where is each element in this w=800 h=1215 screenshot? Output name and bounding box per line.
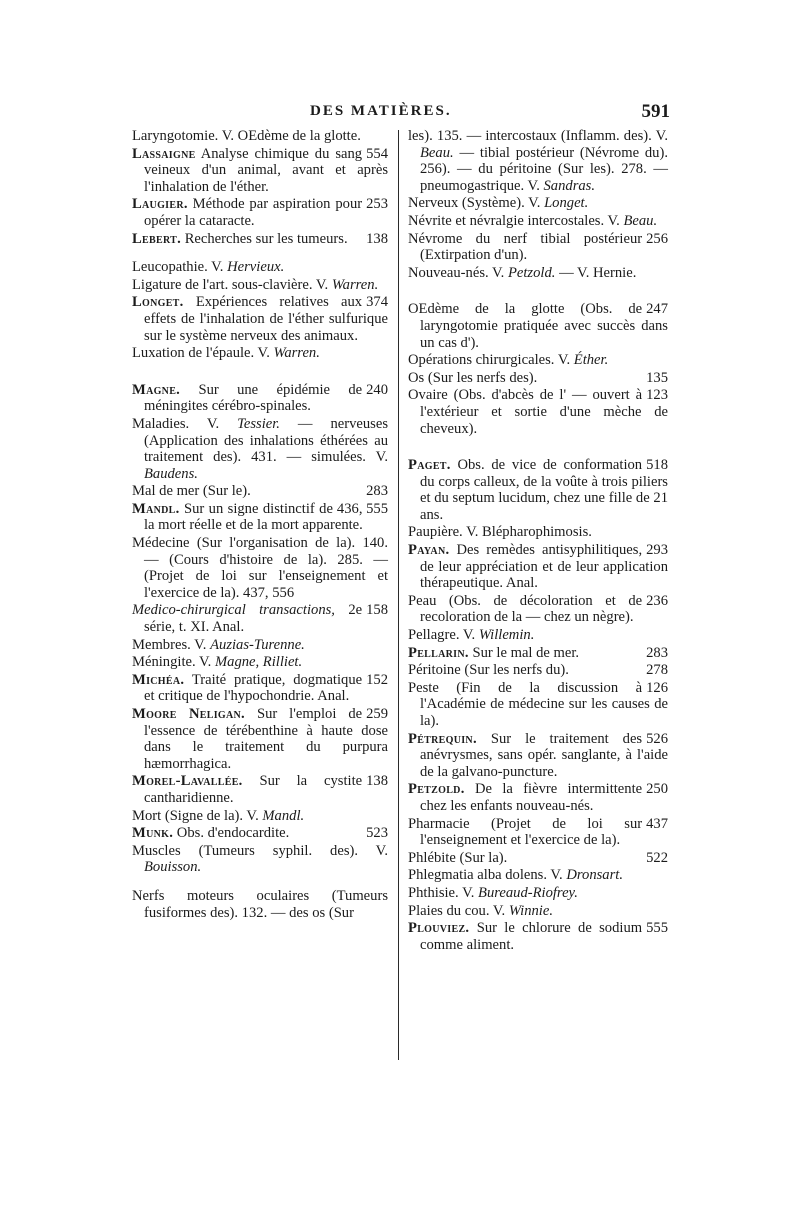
index-entry (408, 645, 668, 662)
page-reference: 437 (646, 815, 668, 832)
entry-text: — nerveuses (Application des inhalations éthérées au traitement des). 431. — simulées. V. (144, 415, 388, 466)
page-reference: 374 (366, 294, 388, 311)
entry-text: Péritoine (Sur les nerfs du). (408, 662, 569, 679)
index-entry (408, 867, 668, 884)
entry-text: Expériences relatives aux effets de l'inhalation de l'éther sulfurique sur le système nerveux des animaux. (144, 294, 388, 344)
page-reference: 436, 555 (336, 500, 388, 517)
page-reference: 135 (646, 369, 668, 386)
entry-text: Os (Sur les nerfs des). (408, 369, 538, 386)
index-entry (408, 524, 668, 541)
index-entry (408, 850, 668, 867)
entry-text: Plaies du cou. V. (408, 902, 509, 919)
entry-text: Membres. V. (132, 636, 211, 653)
cross-reference: Beau. (623, 212, 658, 229)
index-entry (132, 637, 388, 654)
index-entry (132, 825, 388, 842)
page-reference: 247 (646, 301, 668, 318)
index-entry (408, 231, 668, 264)
running-header (130, 103, 670, 127)
index-entry (132, 483, 388, 500)
entry-text: Leucopathie. V. (132, 259, 228, 276)
entry-text: Obs. de vice de conformation du corps calleux, de la voûte à trois piliers et du septum lucidum, chez une fille de 21 ans. (420, 457, 668, 523)
entry-text: Opérations chirurgicales. V. (408, 352, 574, 369)
index-entry (408, 903, 668, 920)
cross-reference: Baudens. (144, 465, 198, 482)
page-reference: 518 (646, 457, 668, 474)
page-reference: 152 (366, 671, 388, 688)
entry-author: Pellarin. (408, 644, 469, 661)
right-column (408, 128, 668, 954)
index-entry (132, 888, 388, 921)
cross-reference: Warren. (273, 345, 320, 362)
index-entry (408, 457, 668, 523)
entry-text: De la fièvre intermittente chez les enfants nouveau-nés. (420, 781, 643, 814)
cross-reference: Éther. (573, 352, 609, 369)
entry-author: Magne. (132, 381, 181, 398)
cross-reference: Hervieux. (227, 259, 285, 276)
index-entry (408, 627, 668, 644)
entry-text: Luxation de l'épaule. V. (132, 345, 274, 362)
index-entry (408, 265, 668, 282)
page-reference: 158 (366, 602, 388, 619)
entry-text: Nerfs moteurs oculaires (Tumeurs fusiformes des). 132. — des os (Sur (132, 887, 388, 921)
page-reference: 126 (646, 679, 668, 696)
entry-text: Pharmacie (Projet de loi sur l'enseignement et l'exercice de la). (408, 815, 643, 849)
page-number: 591 (641, 101, 670, 122)
page-reference: 259 (366, 706, 388, 722)
index-entry (408, 731, 668, 781)
index-entry (408, 920, 668, 953)
page-reference: 526 (646, 730, 668, 747)
index-entry (132, 382, 388, 415)
cross-reference: Petzold. (507, 264, 556, 281)
cross-reference: Willemin. (478, 627, 535, 644)
index-entry (132, 654, 388, 671)
entry-author: Mandl. (132, 500, 180, 517)
page-reference: 283 (646, 644, 668, 661)
entry-text: Mal de mer (Sur le). (132, 483, 251, 500)
column-divider (398, 130, 399, 1060)
left-column (132, 128, 388, 922)
entry-text: Ovaire (Obs. d'abcès de l' — ouvert à l'extérieur et sortie d'une mèche de cheveux). (408, 387, 668, 437)
entry-text: Phthisie. V. (408, 884, 479, 901)
cross-reference: Beau. (420, 144, 454, 161)
entry-text: Médecine (Sur l'organisation de la). 140. — (Cours d'histoire de la). 285. — (Projet de loi sur l'enseignement et l'exercice de la). 437, 556 (132, 535, 388, 601)
entry-text: Sur le traitement des anévrysmes, sans opér. sanglante, à l'aide de la galvano-puncture. (420, 730, 668, 780)
index-entry (132, 416, 388, 482)
cross-reference: Longet. (544, 195, 589, 212)
entry-author: Michéa. (132, 671, 185, 688)
entry-text: Phlébite (Sur la). (408, 849, 508, 866)
entry-text: Névrome du nerf tibial postérieur (Extirpation d'un). (408, 230, 643, 264)
entry-text: Méningite. V. (132, 654, 215, 671)
index-entry (408, 195, 668, 212)
entry-author: Paget. (408, 457, 451, 474)
index-entry (408, 781, 668, 814)
entry-text: Paupière. V. Blépharophimosis. (408, 524, 592, 541)
entry-author: Longet. (132, 294, 184, 311)
index-entry (408, 885, 668, 902)
page-reference: 278 (646, 662, 668, 679)
cross-reference: Dronsart. (566, 867, 623, 884)
entry-text: Sur une épidémie de méningites cérébro-spinales. (144, 381, 363, 415)
index-entry (132, 294, 388, 344)
index-entry (132, 128, 388, 145)
index-entry (132, 501, 388, 534)
entry-text: Recherches sur les tumeurs. (181, 230, 348, 247)
page-reference: 236 (646, 592, 668, 609)
entry-author: Laugier. (132, 196, 188, 213)
index-entry (132, 808, 388, 825)
entry-text: Névrite et névralgie intercostales. V. (408, 212, 624, 229)
index-entry (408, 542, 668, 592)
cross-reference: Bouisson. (144, 859, 202, 876)
index-entry (132, 146, 388, 196)
index-entry (132, 259, 388, 276)
entry-text: — V. Hernie. (555, 264, 637, 281)
cross-reference: Sandras. (543, 177, 595, 194)
cross-reference: Warren. (331, 276, 379, 293)
page-reference: 138 (366, 230, 388, 247)
cross-reference: Auzias-Turenne. (210, 636, 305, 653)
cross-reference: Bureaud-Riofrey. (478, 884, 578, 901)
index-entry (408, 816, 668, 849)
entry-author: Pétrequin. (408, 730, 477, 747)
index-entry (408, 593, 668, 626)
page-reference: 522 (646, 849, 668, 866)
entry-text: Sur le mal de mer. (468, 644, 580, 661)
cross-reference: Tessier. (237, 415, 280, 432)
index-entry (132, 231, 388, 248)
index-entry (408, 301, 668, 351)
entry-text: Nouveau-nés. V. (408, 264, 508, 281)
entry-text: Sur un signe distinctif de la mort réelle et de la mort apparente. (144, 500, 363, 534)
entry-text: Muscles (Tumeurs syphil. des). V. (132, 842, 388, 859)
entry-text: Analyse chimique du sang veineux d'un animal, avant et après l'inhalation de l'éther. (144, 145, 388, 195)
cross-reference: Mandl. (262, 807, 305, 824)
index-entry (408, 213, 668, 230)
entry-text: Sur l'emploi de l'essence de térébenthine à haute dose dans le traitement du purpura hæmorrhagica. (144, 706, 388, 772)
entry-text: Sur la cystite cantharidienne. (144, 773, 363, 806)
entry-text: Phlegmatia alba dolens. V. (408, 867, 567, 884)
page-reference: 293 (646, 542, 668, 559)
entry-text: Traité pratique, dogmatique et critique de l'hypochondrie. Anal. (144, 671, 363, 705)
entry-text: Pellagre. V. (408, 627, 479, 644)
entry-text: Peau (Obs. de décoloration et de recoloration de la — chez un nègre). (408, 592, 643, 626)
index-entry (408, 352, 668, 369)
entry-text: Mort (Signe de la). V. (132, 807, 263, 824)
page-reference: 523 (366, 825, 388, 842)
entry-author: Lassaigne (132, 145, 196, 162)
entry-text: — tibial postérieur (Névrome du). 256). — du péritoine (Sur les). 278. — pneumogastrique. V. (420, 144, 668, 194)
cross-reference: Winnie. (508, 902, 553, 919)
index-entry (132, 196, 388, 229)
entry-text: Des remèdes antisyphilitiques, de leur appréciation et de leur application thérapeutique. Anal. (420, 542, 668, 592)
entry-text: Maladies. V. (132, 415, 238, 432)
index-entry (132, 602, 388, 635)
entry-text: Peste (Fin de la discussion à l'Académie de médecine sur les causes de la). (408, 679, 668, 729)
page-reference: 240 (366, 381, 388, 398)
index-entry (132, 843, 388, 876)
page-reference: 555 (646, 920, 668, 937)
page-reference: 256 (646, 230, 668, 247)
index-entry (408, 128, 668, 194)
index-entry (408, 387, 668, 437)
cross-reference: Magne, Rilliet. (214, 654, 303, 671)
running-title: DES MATIÈRES. (310, 103, 452, 119)
entry-text: Obs. d'endocardite. (173, 825, 290, 842)
index-entry (132, 706, 388, 772)
page-reference: 283 (366, 483, 388, 500)
page-reference: 250 (646, 781, 668, 798)
index-entry (132, 277, 388, 294)
index-entry (132, 672, 388, 705)
index-entry (408, 370, 668, 387)
index-entry (132, 773, 388, 806)
entry-text: les). 135. — intercostaux (Inflamm. des). V. (408, 128, 668, 144)
entry-text: Nerveux (Système). V. (408, 195, 545, 212)
page-reference: 554 (366, 145, 388, 162)
entry-text: Ligature de l'art. sous-clavière. V. (132, 276, 332, 293)
entry-text: Laryngotomie. V. OEdème de la glotte. (132, 128, 361, 144)
entry-text: OEdème de la glotte (Obs. de laryngotomie pratiquée avec succès dans un cas d'). (408, 301, 668, 351)
entry-author: Petzold. (408, 781, 465, 798)
cross-reference: Medico-chirurgical transactions, (132, 602, 335, 619)
page-reference: 138 (366, 773, 388, 790)
entry-author: Moore Neligan. (132, 706, 246, 722)
entry-text: Méthode par aspiration pour opérer la cataracte. (144, 196, 363, 229)
entry-author: Lebert. (132, 230, 182, 247)
index-entry (132, 535, 388, 601)
entry-author: Plouviez. (408, 920, 470, 937)
entry-author: Morel-Lavallée. (132, 773, 243, 790)
entry-author: Payan. (408, 542, 450, 559)
entry-text: 2e série, t. XI. Anal. (144, 602, 363, 636)
page-reference: 123 (646, 387, 668, 404)
page-reference: 253 (366, 196, 388, 213)
entry-text: Sur le chlorure de sodium comme aliment. (420, 920, 643, 953)
index-entry (132, 345, 388, 362)
index-entry (408, 662, 668, 679)
index-entry (408, 680, 668, 730)
entry-author: Munk. (132, 825, 174, 842)
